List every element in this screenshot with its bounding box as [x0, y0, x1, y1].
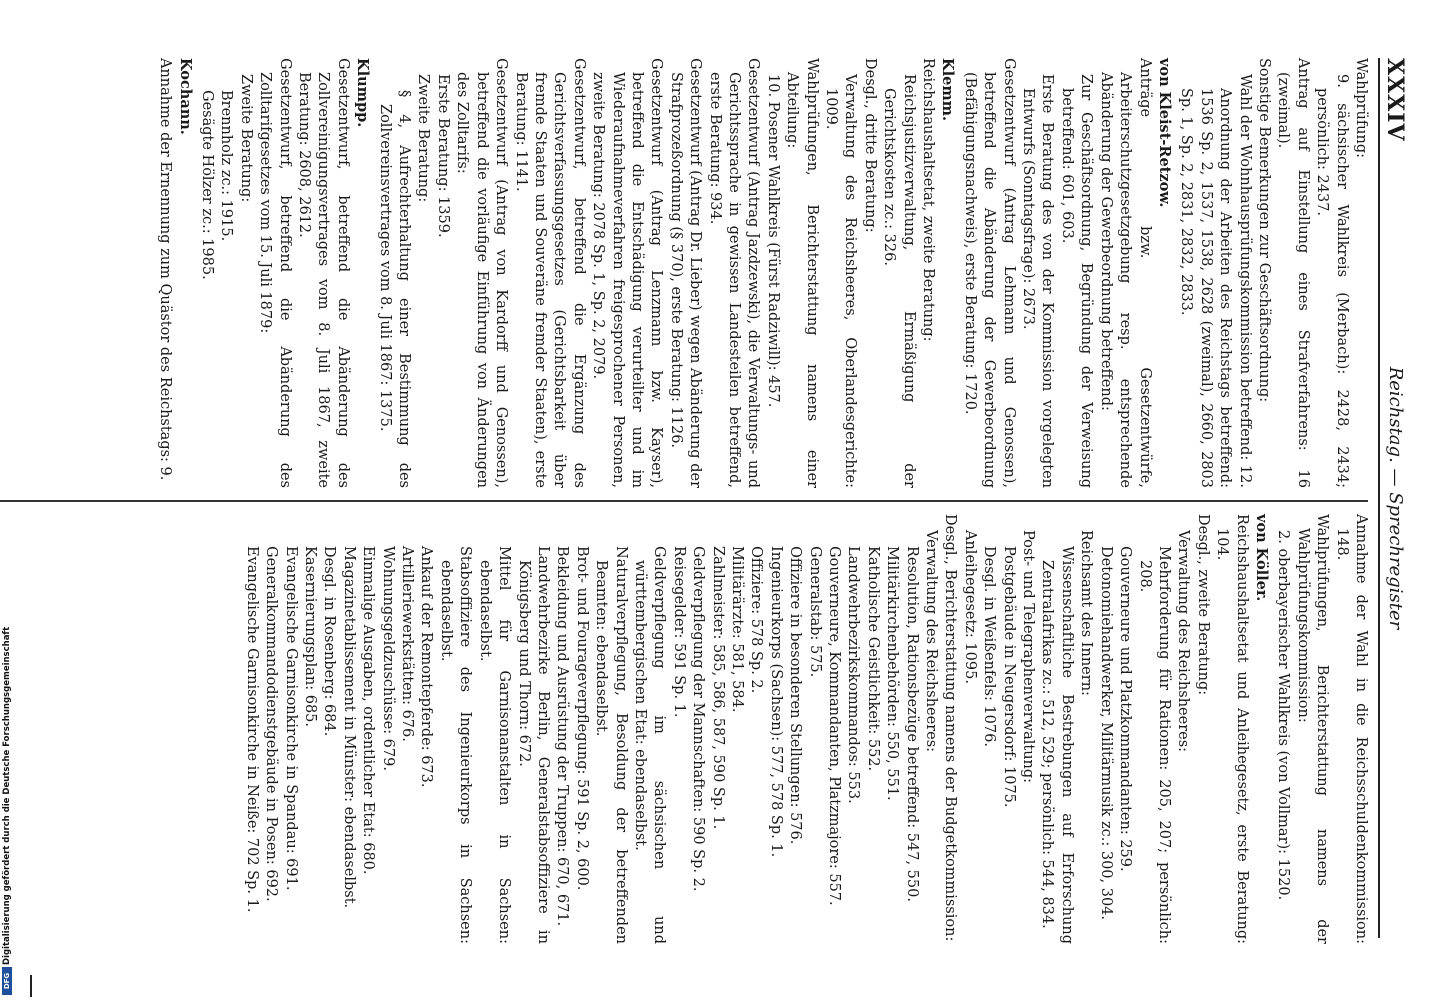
index-entry: Reichsamt des Innern:	[1078, 530, 1095, 696]
index-entry: Brennholz zc.: 1915.	[218, 90, 235, 242]
index-entry: Gesetzentwurf (Antrag Jazdzewski), die Verwaltungs- und Gerichtssprache in gewissen Landesteilen betreffend, erste Beratung: 934.	[706, 58, 762, 488]
index-entry: Post- und Telegraphenverwaltung:	[1020, 530, 1037, 784]
index-entry: Kasernierungsplan: 685.	[302, 546, 319, 728]
index-entry: Wissenschaftliche Bestrebungen auf Erforschung Zentralafrikas zc.: 512, 529; persönlich: 544, 834.	[1039, 546, 1075, 944]
index-entry: Brot- und Fourageverpflegung: 591 Sp. 2, 600.	[573, 546, 590, 891]
index-entry: Generalkommandodienstgebäude in Posen: 692.	[263, 546, 280, 902]
index-entry: Erste Beratung: 1359.	[434, 74, 451, 238]
index-entry: Magazinetablissement in Münster: ebendaselbst.	[340, 546, 357, 909]
index-entry: Gesetzentwurf (Antrag von Kardorff und Genossen), betreffend die vorläufige Einführung von Änderungen des Zolltarifs:	[454, 58, 510, 488]
index-entry: Gesetzentwurf, betreffend die Ergänzung des Gerichtsverfassungsgesetzes (Gerichtsbarkeit über fremde Staaten und Souveräne fremder Staaten), erste Beratung: 1141.	[512, 58, 587, 488]
index-entry: 9. sächsischer Wahlkreis (Merbach): 2428, 2434; persönlich: 2437.	[1314, 74, 1350, 488]
index-entry: Verwaltung des Reichsheeres:	[923, 530, 940, 753]
page-header	[1378, 58, 1410, 938]
index-entry: Annahme der Wahl in die Reichsschuldenkommission: 148.	[1333, 514, 1369, 944]
index-entry: Gouverneure, Kommandanten, Platzmajore: 557.	[826, 546, 843, 906]
index-entry: 2. oberbayerischer Wahlkreis (von Vollmar): 1520.	[1275, 530, 1292, 901]
index-entry: Zahlmeister: 585, 586, 587, 590 Sp. 1.	[709, 546, 726, 830]
index-entry: Evangelische Garnisonkirche in Spandau: 691.	[282, 546, 299, 891]
index-entry: Stabsoffiziere des Ingenieurkorps in Sachsen: ebendaselbst.	[437, 546, 474, 944]
index-entry: Antrag auf Einstellung eines Strafverfahrens: 16 (zweimal).	[1275, 58, 1311, 488]
index-entry: Evangelische Garnisonkirche in Neiße: 702 Sp. 1.	[243, 546, 260, 913]
index-entry: Artilleriewerkstätten: 676.	[399, 546, 416, 742]
index-entry: Zweite Beratung:	[237, 74, 254, 203]
index-entry: Generalstab: 575.	[806, 546, 823, 678]
left-column	[155, 58, 1370, 488]
index-entry: Desgl. in Rosenberg: 684.	[321, 546, 338, 737]
index-entry: Desgl., dritte Beratung:	[861, 58, 878, 233]
speaker-name: Klumpp.	[354, 58, 372, 128]
index-entry: Resolution, Rationsbezüge betreffend: 547, 550.	[903, 546, 920, 902]
index-entry: Desgl. in Weißenfels: 1076.	[981, 546, 998, 747]
index-entry: Gesägte Hölzer zc.: 1985.	[199, 90, 216, 280]
running-title: Reichstag. — Sprechregister	[1385, 366, 1406, 630]
page-number: XXXIV	[1382, 58, 1408, 142]
index-entry: Verwaltung des Reichsheeres, Oberlandesgerichte: 1009.	[823, 74, 859, 488]
index-entry: Wahlprüfungen, Berichterstattung namens einer Abteilung:	[784, 58, 820, 488]
index-entry: Gesetzentwurf, betreffend die Abänderung des Zolltarifgesetzes vom 15. Juli 1879:	[257, 58, 293, 488]
index-entry: Verwaltung des Reichsheeres:	[1175, 530, 1192, 753]
dfg-logo-text: DFG	[3, 972, 11, 990]
speaker-name: von Köller.	[1252, 514, 1270, 602]
index-entry: Sonstige Bemerkungen zur Geschäftsordnung:	[1255, 58, 1272, 403]
index-entry: Anträge bzw. Gesetzentwürfe, Arbeiterschutzgesetzgebung resp. entsprechende Abänderung der Gewerbeordnung betreffend:	[1097, 58, 1153, 488]
right-column	[241, 514, 1370, 944]
index-entry: 10. Posener Wahlkreis (Fürst Radziwill): 457.	[764, 74, 781, 408]
digitization-note: Digitalisierung gefördert durch die Deutsche Forschungsgemeinschaft	[2, 626, 12, 965]
index-entry: Wohnungsgeldzuschüsse: 679.	[379, 546, 396, 771]
index-entry: Gesetzentwurf (Antrag Lehmann und Genossen), betreffend die Abänderung der Gewerbeordnung (Befähigungsnachweis), erste Beratung: 1720.	[961, 58, 1017, 488]
column-divider	[0, 500, 1368, 502]
index-entry: Landwehrbezirke Berlin, Generalstabsoffiziere in Königsberg und Thorn: 672.	[515, 546, 551, 944]
index-entry: Zweite Beratung:	[415, 74, 432, 203]
index-entry: Wahlprüfung:	[1353, 58, 1369, 159]
scan-edge-mark	[30, 975, 32, 997]
index-entry: Wahlprüfungen, Berichterstattung namens der Wahlprüfungskommission:	[1294, 514, 1331, 944]
index-entry: Gesetzentwurf, betreffend die Abänderung des Zollvereinigungsvertrages vom 8. Juli 1867, zweite Beratung: 2608, 2612.	[296, 58, 351, 488]
index-entry: Militärkirchenbehörden: 550, 551.	[884, 546, 901, 801]
index-entry: Reisegelder: 591 Sp. 1.	[670, 546, 687, 718]
index-entry: Erste Beratung des von der Kommission vorgelegten Entwurfs (Sonntagsfrage): 2673.	[1020, 74, 1056, 488]
index-entry: Annahme der Ernennung zum Quästor des Reichstags: 9.	[157, 58, 174, 481]
index-entry: Ankauf der Remontepferde: 673.	[418, 546, 435, 788]
index-entry: Mehrforderung für Rationen: 205, 207; persönlich: 208.	[1136, 546, 1172, 944]
index-entry: Gouverneure und Platzkommandanten: 259.	[1117, 546, 1134, 872]
index-entry: Desgl., Berichterstattung namens der Budgetkommission:	[942, 514, 959, 942]
index-entry: Einmalige Ausgaben, ordentlicher Etat: 680.	[360, 546, 377, 875]
index-entry: Detonomiehandwerker, Militärmusik zc.: 300, 304.	[1097, 546, 1114, 921]
index-entry: Reichsjustizverwaltung, Ermäßigung der Gerichtskosten zc.: 326.	[881, 74, 917, 488]
index-entry: § 4, Aufrechterhaltung einer Bestimmung des Zollvereinsvertrages vom 8. Juli 1867: 1375.	[376, 90, 413, 488]
index-entry: Ingenieurkorps (Sachsen): 577, 578 Sp. 1.	[767, 546, 784, 858]
index-entry: Bekleidung und Ausrüstung der Truppen: 670, 671.	[554, 546, 571, 927]
index-entry: Naturalverpflegung, Besoldung der betreffenden Beamten: ebendaselbst.	[593, 546, 629, 944]
index-entry: Wahl der Wohnhausprüfungskommission betreffend: 12. Anordnung der Arbeiten des Reichstags betreffend: 1536 Sp. 2, 1537, 1538, 2628 (zweimal), 2660, 2803 Sp. 1, Sp. 2, 2831, 2832, 2833.	[1178, 74, 1253, 488]
index-entry: Militärärzte: 581, 584.	[729, 546, 745, 713]
index-entry: Zur Geschäftsordnung, Begründung der Verweisung betreffend: 601, 603.	[1058, 74, 1095, 488]
index-entry: Anleihegesetz: 1095.	[961, 530, 978, 684]
index-entry: Offiziere in besonderen Stellungen: 576.	[787, 546, 804, 845]
index-entry: Reichshaushaltsetat und Anleihegesetz, erste Beratung: 104.	[1214, 514, 1250, 944]
dfg-logo	[2, 967, 12, 995]
speaker-name: von Kleist-Retzow.	[1155, 58, 1173, 208]
index-entry: Desgl., zweite Beratung:	[1194, 514, 1211, 696]
index-entry: Mittel für Garnisonanstalten in Sachsen: ebendaselbst.	[476, 546, 513, 944]
index-entry: Geldverpflegung der Mannschaften: 590 Sp. 2.	[690, 546, 707, 892]
index-entry: Katholische Geistlichkeit: 552.	[864, 546, 881, 772]
speaker-name: Klemm.	[939, 58, 957, 122]
index-entry: Reichshaushaltsetat, zweite Beratung:	[920, 58, 937, 342]
index-entry: Offiziere: 578 Sp. 2.	[748, 546, 765, 694]
index-entry: Geldverpflegung im sächsischen und württembergischen Etat: ebendaselbst.	[631, 546, 668, 944]
index-entry: Postgebäude in Neugersdorf: 1075.	[1000, 546, 1017, 808]
speaker-name: Kochann.	[176, 58, 194, 135]
index-entry: Gesetzentwurf (Antrag Dr. Lieber) wegen Abänderung der Strafprozeßordnung (§ 370), erste Beratung: 1126.	[667, 58, 704, 488]
index-entry: Gesetzentwurf (Antrag Lenzmann bzw. Kayser), betreffend die Entschädigung verurteilter und im Wiederaufnahmeverfahren freigesprochener Personen, zweite Beratung: 2078 Sp. 1, Sp. 2, 2079.	[590, 58, 665, 488]
index-entry: Landwehrbezirkskommandos: 553.	[845, 546, 862, 804]
